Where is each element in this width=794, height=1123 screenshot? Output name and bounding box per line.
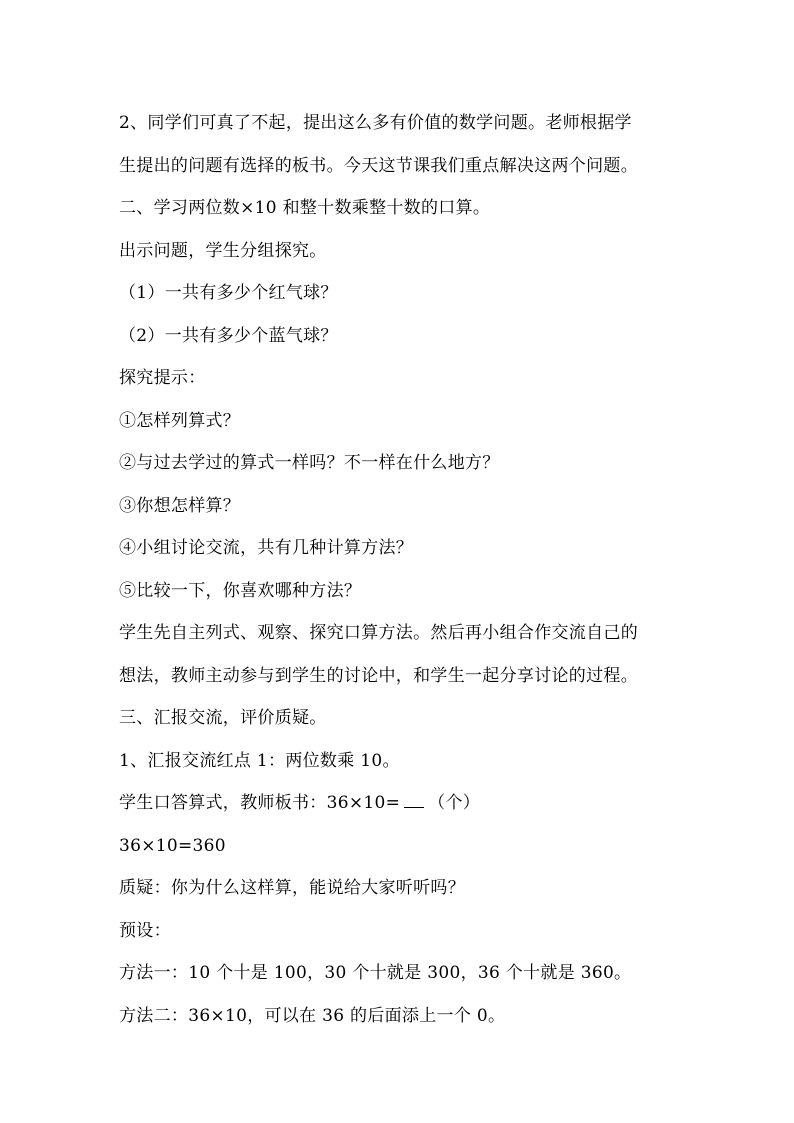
board-line xyxy=(119,782,699,825)
method-line: 方法二：36×10，可以在 36 的后面添上一个 0。 xyxy=(119,1005,506,1026)
paragraph-line: 1、汇报交流红点 1：两位数乘 10。 xyxy=(119,750,400,771)
hint-item: ③你想怎样算？ xyxy=(119,495,241,516)
paragraph-line: 2、同学们可真了不起，提出这么多有价值的数学问题。老师根据学 xyxy=(119,113,632,133)
section-heading: 三、汇报交流，评价质疑。 xyxy=(119,708,327,728)
board-line-suffix: （个） xyxy=(428,793,481,813)
paragraph-line: 出示问题，学生分组探究。 xyxy=(119,240,327,261)
method-line: 方法一：10 个十是 100，30 个十就是 300，36 个十就是 360。 xyxy=(119,963,632,983)
hint-item: ②与过去学过的算式一样吗？不一样在什么地方？ xyxy=(119,453,500,473)
paragraph-line: 预设： xyxy=(119,920,171,941)
equation-line: 36×10=360 xyxy=(119,835,226,856)
answer-blank xyxy=(404,791,424,808)
document-body xyxy=(119,102,699,1037)
paragraph-line: 学生先自主列式、观察、探究口算方法。然后再小组合作交流自己的 xyxy=(119,623,638,643)
question-item: （1）一共有多少个红气球？ xyxy=(119,283,338,303)
hint-item: ⑤比较一下，你喜欢哪种方法？ xyxy=(119,580,362,601)
paragraph-line: 生提出的问题有选择的板书。今天这节课我们重点解决这两个问题。 xyxy=(119,155,638,176)
paragraph-line: 探究提示： xyxy=(119,368,206,388)
paragraph-line: 质疑：你为什么这样算，能说给大家听听吗？ xyxy=(119,878,465,898)
board-line-prefix: 学生口答算式，教师板书：36×10= xyxy=(119,793,401,813)
paragraph-line: 想法，教师主动参与到学生的讨论中，和学生一起分享讨论的过程。 xyxy=(119,665,638,686)
hint-item: ④小组讨论交流，共有几种计算方法？ xyxy=(119,538,414,558)
section-heading: 二、学习两位数×10 和整十数乘整十数的口算。 xyxy=(119,198,491,218)
question-item: （2）一共有多少个蓝气球？ xyxy=(119,325,338,346)
hint-item: ①怎样列算式？ xyxy=(119,410,241,431)
